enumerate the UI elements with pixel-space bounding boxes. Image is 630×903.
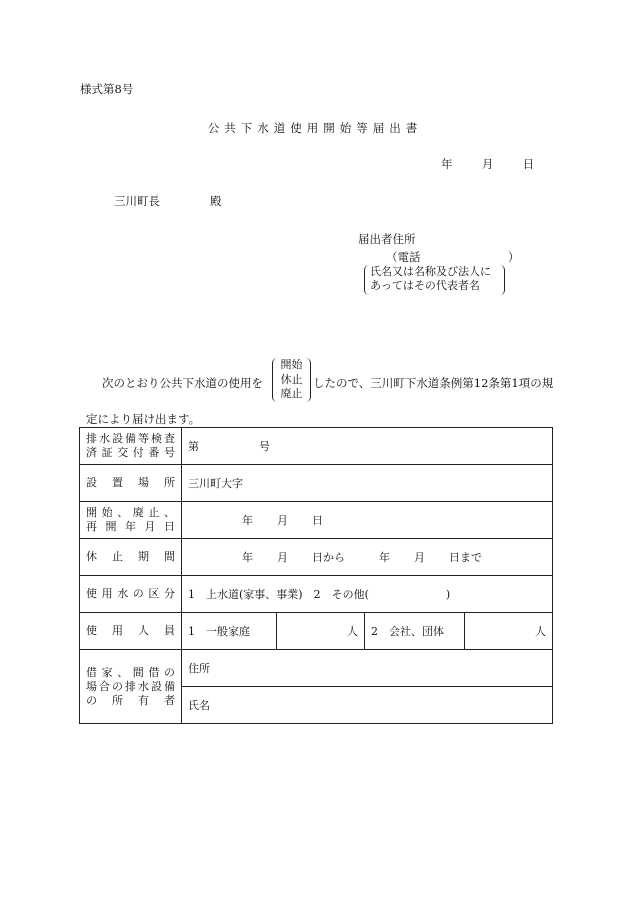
company-count[interactable]: 人: [465, 613, 553, 650]
name-note-line2: あってはその代表者名: [370, 279, 480, 292]
applicant-phone-label: （電話: [386, 250, 421, 264]
inspection-cert-label: 排水設備等検査 済証交付番号: [80, 428, 182, 465]
household-option[interactable]: 1 一般家庭: [182, 613, 277, 650]
date-year: 年: [441, 157, 453, 171]
installation-location-field[interactable]: 三川町大字: [182, 465, 553, 502]
table-row: [80, 650, 553, 687]
option-start: 開始: [280, 358, 303, 371]
option-abolish: 廃止: [280, 387, 303, 400]
start-date-label: 開始、廃止、 再開年月日: [80, 502, 182, 539]
body-text-after: したので、三川町下水道条例第12条第1項の規: [313, 376, 554, 390]
name-note-line1: 氏名又は名称及び法人に: [370, 265, 491, 278]
water-category-field[interactable]: 1 上水道(家事、事業) 2 その他( ): [182, 576, 553, 613]
form-number: 様式第8号: [80, 82, 134, 96]
table-row: [80, 539, 553, 576]
addressee: [114, 193, 222, 209]
table-row: [80, 428, 553, 465]
option-suspend: 休止: [280, 372, 303, 386]
installation-location-label: 設置場所: [80, 465, 182, 502]
date-day: 日: [522, 157, 535, 171]
applicant-name-note: [364, 265, 505, 295]
company-option[interactable]: 2 会社、団体: [365, 613, 465, 650]
household-count[interactable]: 人: [277, 613, 365, 650]
submission-date: [441, 156, 534, 172]
inspection-cert-field[interactable]: 第 号: [182, 428, 553, 465]
applicant-phone-close: ）: [508, 250, 520, 264]
table-row: [80, 502, 553, 539]
addressee-name: 三川町長: [114, 194, 160, 208]
table-row: [80, 576, 553, 613]
suspension-period-label: 休止期間: [80, 539, 182, 576]
start-date-field[interactable]: 年 月 日: [182, 502, 553, 539]
body-text-before: 次のとおり公共下水道の使用を: [102, 376, 263, 390]
table-row: [80, 613, 553, 650]
applicant-address-label: 届出者住所: [358, 232, 416, 246]
water-category-label: 使用水の区分: [80, 576, 182, 613]
users-count-label: 使用人員: [80, 613, 182, 650]
owner-name-field[interactable]: 氏名: [182, 687, 553, 724]
application-table: [79, 427, 553, 724]
owner-label: 借家、間借の 場合の排水設備 の所有者: [80, 650, 182, 724]
document-title: 公共下水道使用開始等届出書: [207, 121, 423, 135]
addressee-honorific: 殿: [210, 194, 222, 208]
body-text-line2: 定により届け出ます。: [86, 412, 201, 426]
usage-options: [272, 358, 311, 402]
table-row: [80, 465, 553, 502]
suspension-period-field[interactable]: 年 月 日から 年 月 日まで: [182, 539, 553, 576]
owner-address-field[interactable]: 住所: [182, 650, 553, 687]
date-month: 月: [481, 157, 494, 171]
